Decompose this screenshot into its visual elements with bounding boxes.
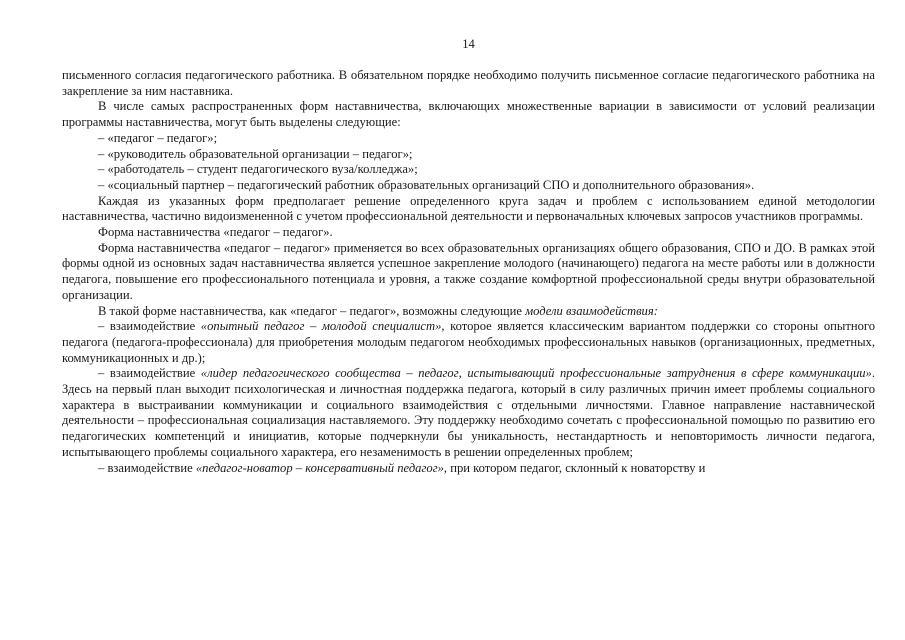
list-item-form-3: – «работодатель – студент педагогического вуза/колледжа»; (98, 162, 418, 177)
model-1-text: , которое является классическим вариантом поддержки со стороны опытного педагога (педагога-профессионала) для приобретения молодым педагогом необходимых профессиональных навыков (организационных, предметных, коммуникационных и др.); (62, 319, 876, 365)
model-2-prefix: – взаимодействие (98, 366, 201, 381)
model-2-text: . Здесь на первый план выходит психологическая и личностная поддержка педагога, который в силу различных причин имеет проблемы социального характера в выстраивании коммуникации и социального взаимодействия с отдельными личностями. Главное направление наставнической деятельности – профессиональная социализация наставляемого. Эту поддержку необходимо сочетать с профессиональной помощью по развитию его педагогических компетенций и инициатив, которые подчеркнули бы уникальность, нестандартность и неповторимость личности педагога, испытывающего проблемы социального характера, его незаменимость в решении определенных проблем; (62, 366, 875, 459)
model-item-1 (62, 319, 875, 366)
paragraph-form-heading: Форма наставничества «педагог – педагог». (98, 225, 333, 240)
paragraph-tasks: Каждая из указанных форм предполагает решение определенного круга задач и проблем с использованием единой методологии наставничества, частично видоизмененной с учетом профессиональной деятельности и первоначальных ключевых запросов участников программы. (62, 193, 875, 224)
model-1-name: «опытный педагог – молодой специалист» (200, 319, 442, 334)
model-3-prefix: – взаимодействие (98, 460, 196, 475)
model-3-name: «педагог-новатор – консервативный педагог» (195, 460, 444, 475)
paragraph-models-intro (62, 304, 875, 320)
model-2-name: «лидер педагогического сообщества – педагог, испытывающий профессиональные затруднения в сфере коммуникации» (200, 366, 872, 381)
model-1-prefix: – взаимодействие (98, 319, 201, 334)
models-intro-emphasis: модели взаимодействия: (525, 303, 658, 318)
list-item-form-2: – «руководитель образовательной организации – педагог»; (98, 146, 413, 161)
paragraph-forms-intro: В числе самых распространенных форм наставничества, включающих множественные вариации в зависимости от условий реализации программы наставничества, могут быть выделены следующие: (62, 99, 875, 130)
paragraph-consent: письменного согласия педагогического работника. В обязательном порядке необходимо получить письменное согласие педагогического работника на закрепление за ним наставника. (62, 68, 875, 98)
models-intro-text: В такой форме наставничества, как «педагог – педагог», возможны следующие (98, 303, 526, 318)
paragraph-form-description: Форма наставничества «педагог – педагог» применяется во всех образовательных организациях общего образования, СПО и ДО. В рамках этой формы одной из основных задач наставничества является успешное закрепление молодого (начинающего) педагога на месте работы или в должности педагога, повышение его профессионального потенциала и уровня, а также создание комфортной профессиональной среды внутри образовательной организации. (62, 240, 875, 302)
page-number: 14 (462, 37, 475, 51)
model-item-3 (62, 461, 875, 477)
model-3-text: , при котором педагог, склонный к новаторству и (443, 460, 706, 475)
list-item-form-1: – «педагог – педагог»; (98, 130, 218, 145)
model-item-2 (62, 366, 875, 460)
list-item-form-4: – «социальный партнер – педагогический работник образовательных организаций СПО и дополнительного образования». (98, 177, 755, 192)
